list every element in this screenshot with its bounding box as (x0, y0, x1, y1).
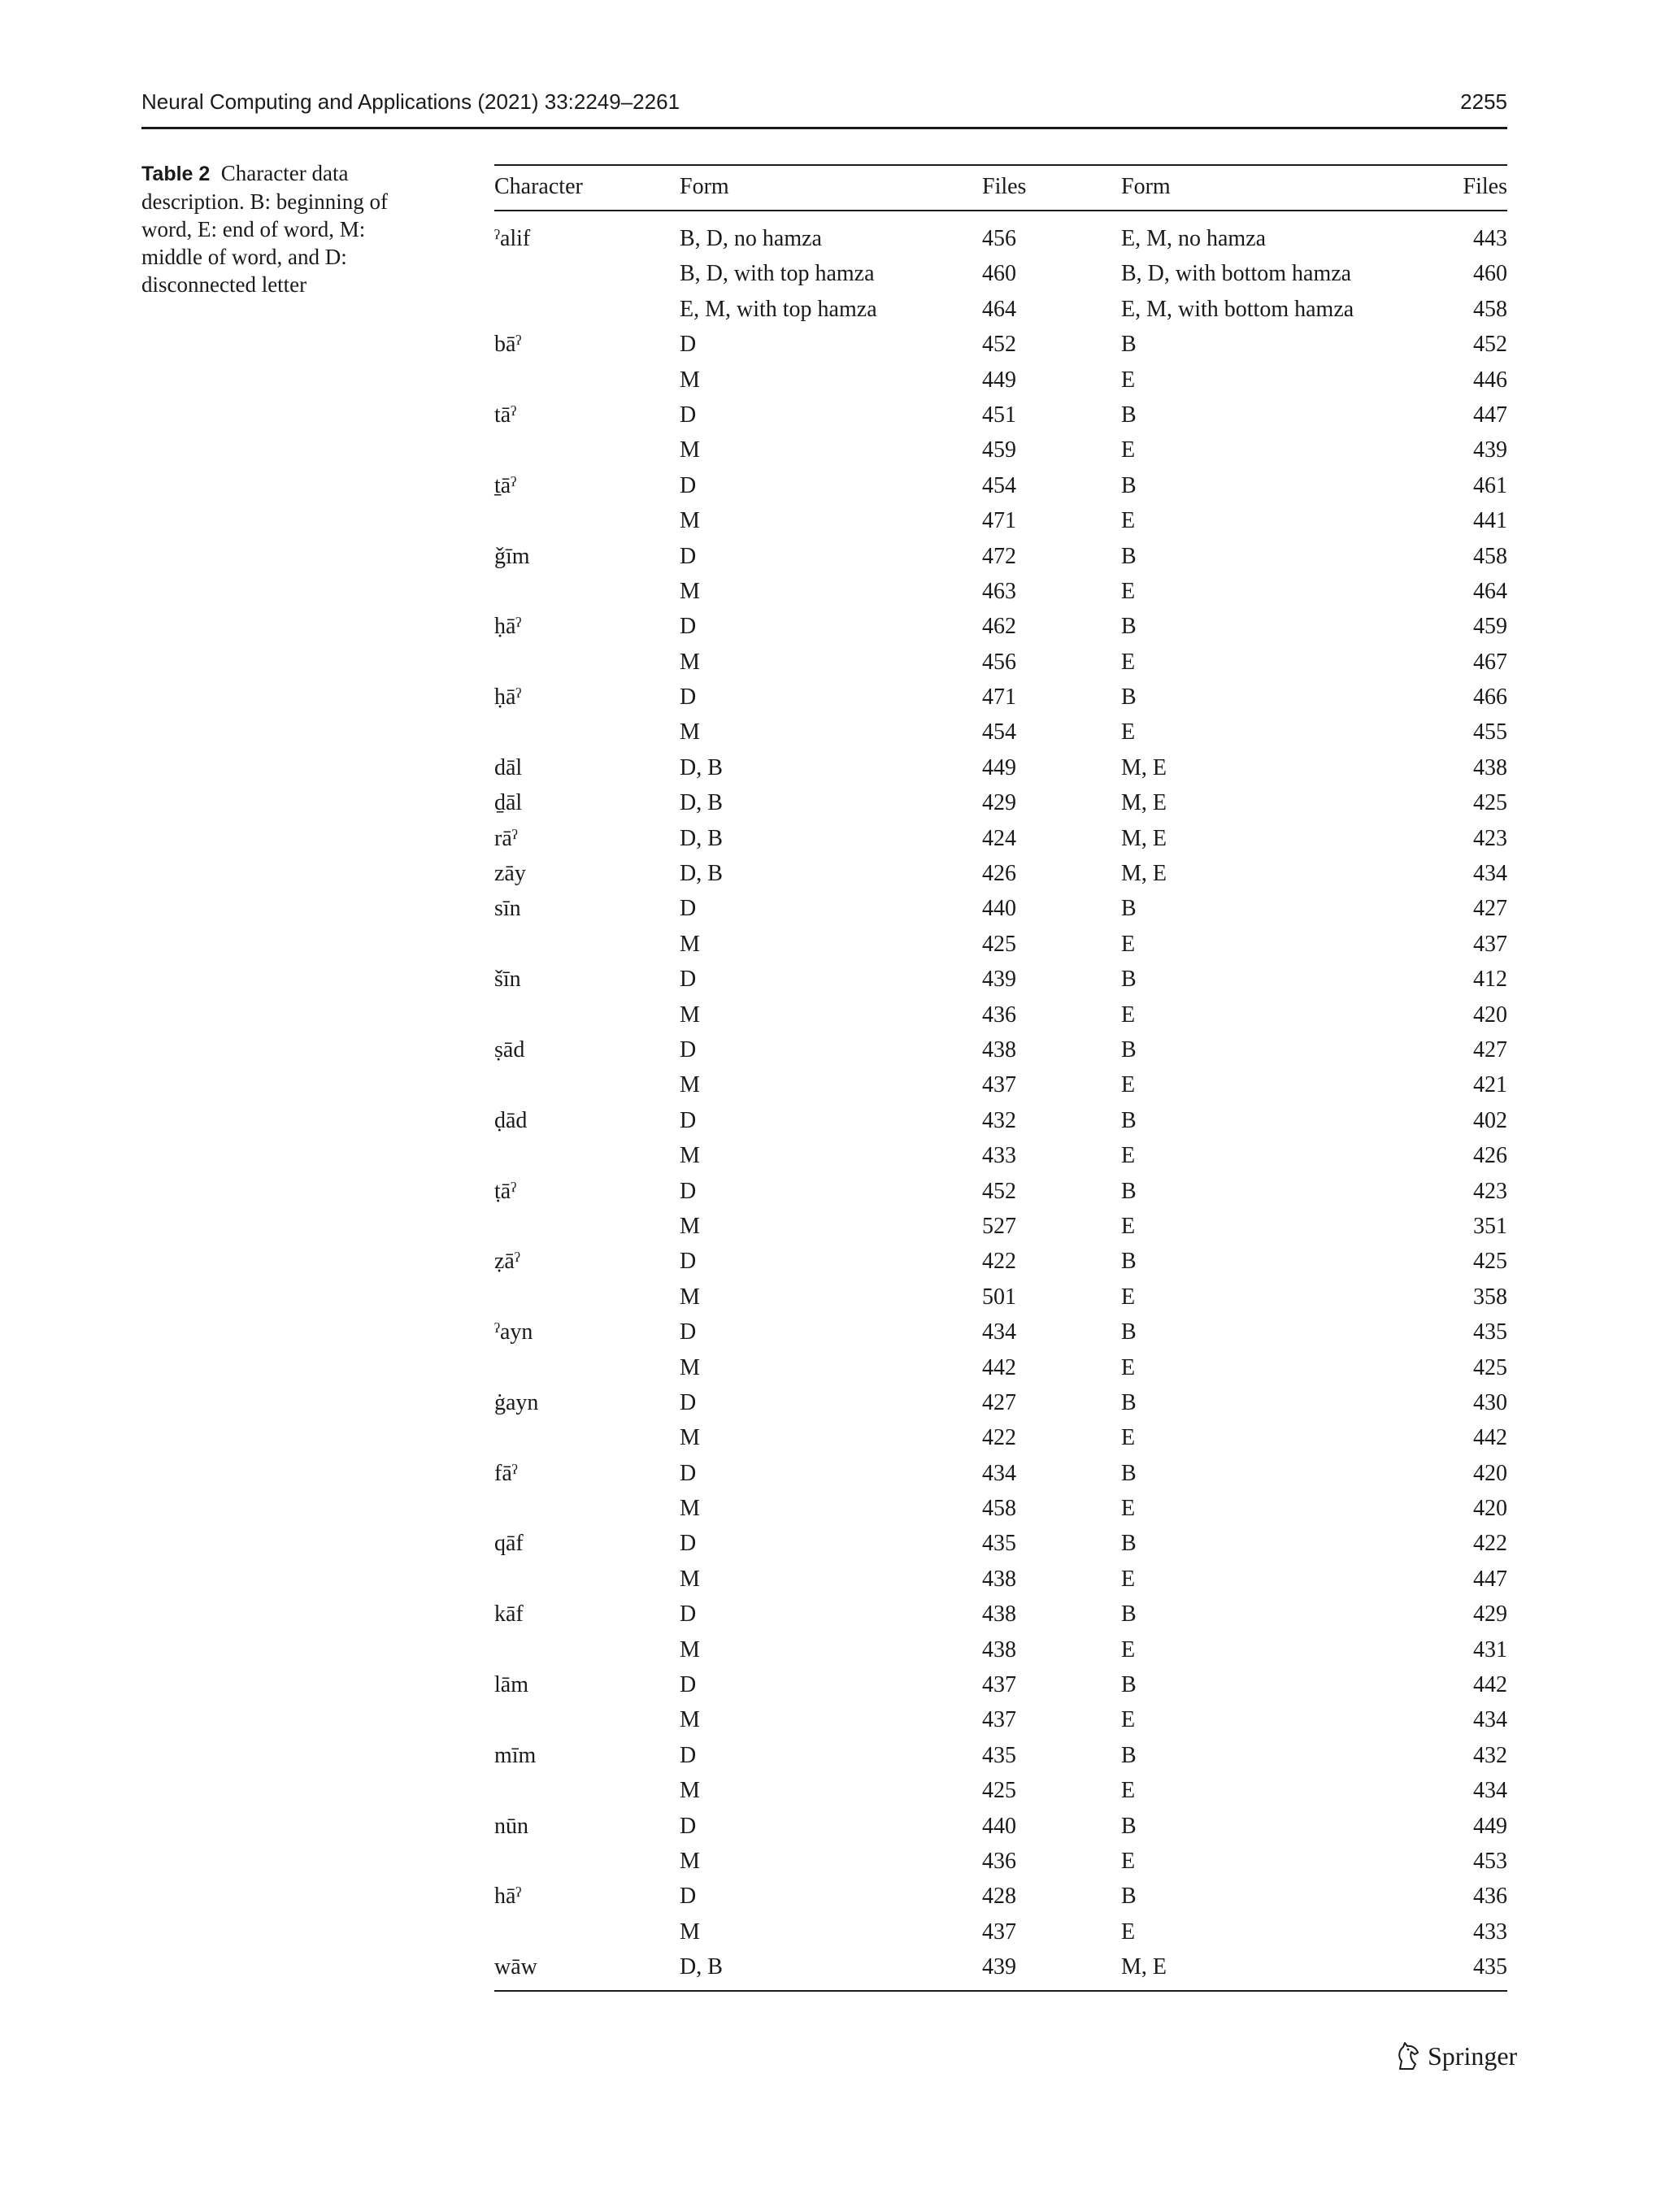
cell-character: zāy (494, 861, 526, 887)
cell-files: 454 (982, 472, 1016, 498)
cell-files: 501 (982, 1284, 1016, 1310)
cell-files: 464 (982, 296, 1016, 322)
cell-files: 439 (982, 967, 1016, 993)
table-row (494, 398, 1507, 432)
cell-files: 422 (982, 1249, 1016, 1275)
cell-files-2: 358 (1473, 1284, 1507, 1310)
cell-character: dāl (494, 754, 523, 780)
table-row (494, 1280, 1507, 1315)
table-row (494, 1597, 1507, 1632)
table-row (494, 962, 1507, 997)
table-row (494, 1103, 1507, 1138)
table-header (494, 166, 1507, 211)
cell-form: D, B (680, 790, 723, 816)
cell-form: D (680, 1601, 697, 1627)
table-row (494, 609, 1507, 644)
cell-form-2: E (1121, 1707, 1136, 1733)
cell-form: D (680, 967, 697, 993)
cell-form: M (680, 1848, 700, 1874)
cell-form-2: E (1121, 578, 1136, 604)
cell-character: ṭāˀ (494, 1178, 517, 1204)
cell-files: 428 (982, 1884, 1016, 1910)
cell-form: M (680, 1072, 700, 1098)
cell-form: M (680, 1143, 700, 1169)
table-row (494, 1138, 1507, 1173)
cell-form-2: E, M, with bottom hamza (1121, 296, 1354, 322)
cell-files-2: 467 (1473, 649, 1507, 675)
cell-character: bāˀ (494, 332, 522, 358)
cell-files: 442 (982, 1354, 1016, 1380)
cell-files-2: 420 (1473, 1002, 1507, 1028)
cell-files-2: 351 (1473, 1213, 1507, 1239)
cell-files: 439 (982, 1954, 1016, 1980)
table-row (494, 1562, 1507, 1597)
cell-form-2: B (1121, 1319, 1137, 1345)
cell-form-2: E (1121, 367, 1136, 393)
cell-files-2: 432 (1473, 1742, 1507, 1768)
table-row (494, 1738, 1507, 1773)
cell-files: 422 (982, 1425, 1016, 1451)
cell-form: M (680, 931, 700, 957)
page-number: 2255 (1460, 89, 1507, 114)
cell-form-2: E (1121, 1848, 1136, 1874)
table-row (494, 1632, 1507, 1667)
cell-form-2: B, D, with bottom hamza (1121, 261, 1352, 287)
running-header (141, 88, 1507, 129)
cell-form: D (680, 543, 697, 569)
cell-files: 434 (982, 1319, 1016, 1345)
cell-character: ˀayn (494, 1319, 533, 1345)
cell-form-2: E (1121, 1284, 1136, 1310)
cell-form: D (680, 614, 697, 640)
cell-form-2: B (1121, 1178, 1137, 1204)
cell-form-2: E (1121, 719, 1136, 745)
cell-form: D, B (680, 1954, 723, 1980)
cell-files-2: 453 (1473, 1848, 1507, 1874)
cell-files: 438 (982, 1601, 1016, 1627)
cell-files-2: 439 (1473, 437, 1507, 463)
cell-form: D (680, 1813, 697, 1839)
cell-character: sīn (494, 896, 521, 922)
cell-files: 458 (982, 1496, 1016, 1522)
cell-files: 429 (982, 790, 1016, 816)
cell-form-2: E (1121, 1919, 1136, 1945)
cell-form-2: M, E (1121, 790, 1167, 816)
cell-files-2: 460 (1473, 261, 1507, 287)
cell-form: D (680, 1884, 697, 1910)
table-row (494, 785, 1507, 820)
cell-form: D, B (680, 754, 723, 780)
cell-character: ḥāˀ (494, 684, 522, 711)
cell-form: D (680, 1389, 697, 1415)
cell-files-2: 420 (1473, 1496, 1507, 1522)
cell-form-2: E (1121, 1143, 1136, 1169)
cell-form-2: E (1121, 1496, 1136, 1522)
cell-form-2: E (1121, 1566, 1136, 1592)
table-row (494, 1949, 1507, 1984)
cell-form: E, M, with top hamza (680, 296, 877, 322)
cell-form: M (680, 649, 700, 675)
table-row (494, 715, 1507, 750)
cell-form-2: E (1121, 931, 1136, 957)
cell-files-2: 420 (1473, 1460, 1507, 1486)
cell-files-2: 431 (1473, 1636, 1507, 1662)
cell-form: D (680, 472, 697, 498)
cell-form-2: B (1121, 1531, 1137, 1557)
cell-files: 436 (982, 1002, 1016, 1028)
cell-files-2: 436 (1473, 1884, 1507, 1910)
cell-files: 426 (982, 861, 1016, 887)
header-character: Character (494, 174, 583, 199)
cell-form-2: E (1121, 1072, 1136, 1098)
cell-form-2: B (1121, 1813, 1137, 1839)
cell-files-2: 434 (1473, 1707, 1507, 1733)
cell-form-2: B (1121, 1107, 1137, 1133)
table-row (494, 468, 1507, 503)
cell-character: šīn (494, 967, 521, 993)
cell-files-2: 438 (1473, 754, 1507, 780)
cell-files-2: 427 (1473, 896, 1507, 922)
cell-files: 425 (982, 931, 1016, 957)
character-table (494, 164, 1507, 1992)
cell-form-2: B (1121, 614, 1137, 640)
table-row (494, 1456, 1507, 1491)
cell-files-2: 449 (1473, 1813, 1507, 1839)
table-caption (141, 159, 426, 298)
table-row (494, 750, 1507, 785)
table-row (494, 997, 1507, 1032)
cell-files: 459 (982, 437, 1016, 463)
cell-form: M (680, 1496, 700, 1522)
cell-character: ḏāl (494, 790, 523, 816)
cell-form-2: E (1121, 1778, 1136, 1804)
cell-files: 449 (982, 367, 1016, 393)
publisher-logo (1393, 2036, 1517, 2076)
cell-files: 438 (982, 1036, 1016, 1063)
cell-form-2: B (1121, 332, 1137, 358)
cell-files: 424 (982, 825, 1016, 851)
cell-files-2: 446 (1473, 367, 1507, 393)
caption-text: Character data description. B: beginning of word, E: end of word, M: middle of word, and D: disconnected letter (141, 161, 388, 297)
cell-files-2: 421 (1473, 1072, 1507, 1098)
table-row (494, 927, 1507, 962)
cell-form: D (680, 1036, 697, 1063)
cell-form: D (680, 1672, 697, 1698)
table-row (494, 891, 1507, 926)
table-row (494, 292, 1507, 327)
cell-form: M (680, 367, 700, 393)
cell-files: 462 (982, 614, 1016, 640)
table-row (494, 1032, 1507, 1067)
table-row (494, 432, 1507, 467)
cell-files: 452 (982, 332, 1016, 358)
cell-files-2: 447 (1473, 1566, 1507, 1592)
table-row (494, 1385, 1507, 1420)
cell-form: D (680, 1460, 697, 1486)
cell-form-2: E (1121, 1354, 1136, 1380)
table-row (494, 1773, 1507, 1808)
table-row (494, 1491, 1507, 1526)
cell-character: ġayn (494, 1389, 539, 1415)
cell-character: lām (494, 1672, 528, 1698)
cell-files: 437 (982, 1072, 1016, 1098)
cell-form: M (680, 1354, 700, 1380)
header-form-2: Form (1121, 174, 1171, 199)
cell-files: 440 (982, 1813, 1016, 1839)
table-row (494, 1914, 1507, 1949)
cell-files-2: 425 (1473, 1354, 1507, 1380)
cell-form-2: E, M, no hamza (1121, 226, 1267, 251)
cell-files: 456 (982, 649, 1016, 675)
cell-form-2: E (1121, 649, 1136, 675)
cell-form: M (680, 1425, 700, 1451)
table-row (494, 1844, 1507, 1879)
cell-form-2: E (1121, 1636, 1136, 1662)
cell-files: 460 (982, 261, 1016, 287)
cell-files-2: 423 (1473, 825, 1507, 851)
table-row (494, 539, 1507, 574)
cell-form-2: B (1121, 1601, 1137, 1627)
cell-files-2: 458 (1473, 296, 1507, 322)
table-row (494, 221, 1507, 256)
cell-files: 434 (982, 1460, 1016, 1486)
table-row (494, 1067, 1507, 1102)
cell-files-2: 452 (1473, 332, 1507, 358)
cell-files-2: 435 (1473, 1954, 1507, 1980)
cell-files: 435 (982, 1742, 1016, 1768)
cell-files: 427 (982, 1389, 1016, 1415)
cell-files-2: 447 (1473, 402, 1507, 428)
journal-citation: Neural Computing and Applications (2021) 33:2249–2261 (141, 89, 680, 114)
cell-form-2: B (1121, 967, 1137, 993)
cell-form: M (680, 1002, 700, 1028)
cell-form-2: B (1121, 472, 1137, 498)
cell-files: 438 (982, 1566, 1016, 1592)
cell-form: D (680, 332, 697, 358)
cell-files-2: 442 (1473, 1425, 1507, 1451)
cell-files-2: 459 (1473, 614, 1507, 640)
table-row (494, 821, 1507, 856)
cell-files: 472 (982, 543, 1016, 569)
cell-files-2: 455 (1473, 719, 1507, 745)
cell-character: hāˀ (494, 1884, 522, 1910)
cell-form-2: E (1121, 1425, 1136, 1451)
springer-horse-icon (1393, 2040, 1423, 2072)
cell-character: ṣād (494, 1036, 525, 1063)
cell-files-2: 437 (1473, 931, 1507, 957)
cell-character: fāˀ (494, 1460, 518, 1486)
cell-files-2: 461 (1473, 472, 1507, 498)
cell-form: M (680, 578, 700, 604)
table-row (494, 1526, 1507, 1561)
cell-form: D, B (680, 861, 723, 887)
table-row (494, 1702, 1507, 1737)
cell-files-2: 430 (1473, 1389, 1507, 1415)
cell-form-2: M, E (1121, 825, 1167, 851)
table-row (494, 856, 1507, 891)
cell-files-2: 443 (1473, 226, 1507, 251)
cell-form-2: B (1121, 1249, 1137, 1275)
cell-form: D (680, 1319, 697, 1345)
cell-form-2: B (1121, 1036, 1137, 1063)
cell-files-2: 423 (1473, 1178, 1507, 1204)
table-row (494, 645, 1507, 680)
cell-form: D (680, 402, 697, 428)
cell-form-2: B (1121, 1884, 1137, 1910)
table-row (494, 327, 1507, 362)
cell-files-2: 412 (1473, 967, 1507, 993)
cell-form-2: M, E (1121, 754, 1167, 780)
table-row (494, 1209, 1507, 1244)
table-row (494, 680, 1507, 715)
cell-files: 437 (982, 1672, 1016, 1698)
cell-files: 432 (982, 1107, 1016, 1133)
cell-character: mīm (494, 1742, 537, 1768)
cell-character: tāˀ (494, 402, 517, 428)
cell-form-2: B (1121, 1672, 1137, 1698)
cell-form: M (680, 1778, 700, 1804)
cell-files: 471 (982, 508, 1016, 534)
cell-files-2: 464 (1473, 578, 1507, 604)
cell-form-2: B (1121, 896, 1137, 922)
cell-form: D (680, 684, 697, 711)
cell-files-2: 433 (1473, 1919, 1507, 1945)
publisher-name: Springer (1428, 2040, 1518, 2071)
cell-form: M (680, 1707, 700, 1733)
cell-files-2: 458 (1473, 543, 1507, 569)
cell-files: 452 (982, 1178, 1016, 1204)
header-files-2: Files (1463, 174, 1507, 199)
table-body (494, 211, 1507, 1990)
cell-form: M (680, 508, 700, 534)
table-row (494, 1667, 1507, 1702)
cell-files: 438 (982, 1636, 1016, 1662)
cell-form: M (680, 1919, 700, 1945)
cell-form: M (680, 1284, 700, 1310)
cell-files: 449 (982, 754, 1016, 780)
cell-form: D (680, 1178, 697, 1204)
table-row (494, 1350, 1507, 1385)
cell-files-2: 435 (1473, 1319, 1507, 1345)
cell-files: 437 (982, 1919, 1016, 1945)
header-files: Files (982, 174, 1027, 199)
cell-form-2: B (1121, 1389, 1137, 1415)
cell-files-2: 466 (1473, 684, 1507, 711)
cell-form: D (680, 1531, 697, 1557)
cell-form: B, D, with top hamza (680, 261, 875, 287)
table-row (494, 1315, 1507, 1349)
cell-files: 440 (982, 896, 1016, 922)
cell-character: ǧīm (494, 543, 530, 569)
cell-files: 527 (982, 1213, 1016, 1239)
cell-form-2: B (1121, 543, 1137, 569)
cell-files: 435 (982, 1531, 1016, 1557)
cell-form-2: E (1121, 508, 1136, 534)
cell-files-2: 442 (1473, 1672, 1507, 1698)
cell-character: ḥāˀ (494, 614, 522, 640)
cell-files: 456 (982, 226, 1016, 251)
cell-form-2: B (1121, 1460, 1137, 1486)
cell-form: D (680, 1249, 697, 1275)
cell-form-2: B (1121, 1742, 1137, 1768)
table-row (494, 574, 1507, 609)
cell-form: B, D, no hamza (680, 226, 822, 251)
cell-character: ˀalif (494, 226, 531, 251)
cell-files: 425 (982, 1778, 1016, 1804)
table-row (494, 1174, 1507, 1209)
cell-files: 437 (982, 1707, 1016, 1733)
cell-files: 436 (982, 1848, 1016, 1874)
cell-form-2: E (1121, 437, 1136, 463)
cell-character: ḍād (494, 1107, 528, 1133)
cell-form-2: B (1121, 684, 1137, 711)
table-row (494, 1809, 1507, 1844)
cell-character: kāf (494, 1601, 524, 1627)
cell-character: ẓāˀ (494, 1249, 520, 1275)
table-row (494, 256, 1507, 291)
cell-files-2: 425 (1473, 790, 1507, 816)
table-row (494, 1420, 1507, 1455)
cell-character: nūn (494, 1813, 528, 1839)
cell-character: qāf (494, 1531, 524, 1557)
cell-form: M (680, 1636, 700, 1662)
cell-files: 433 (982, 1143, 1016, 1169)
cell-form: M (680, 437, 700, 463)
cell-form: M (680, 1566, 700, 1592)
cell-form-2: M, E (1121, 1954, 1167, 1980)
cell-form-2: E (1121, 1002, 1136, 1028)
cell-files-2: 422 (1473, 1531, 1507, 1557)
cell-form: D (680, 1107, 697, 1133)
table-row (494, 503, 1507, 538)
cell-character: rāˀ (494, 825, 518, 851)
cell-form-2: B (1121, 402, 1137, 428)
cell-files-2: 425 (1473, 1249, 1507, 1275)
cell-files: 471 (982, 684, 1016, 711)
cell-files-2: 434 (1473, 861, 1507, 887)
cell-files-2: 402 (1473, 1107, 1507, 1133)
cell-form: D (680, 896, 697, 922)
cell-form: M (680, 1213, 700, 1239)
cell-character: ṯāˀ (494, 472, 517, 498)
cell-form-2: E (1121, 1213, 1136, 1239)
cell-form: D (680, 1742, 697, 1768)
cell-files: 451 (982, 402, 1016, 428)
table-row (494, 1879, 1507, 1914)
cell-files-2: 434 (1473, 1778, 1507, 1804)
table-row (494, 1244, 1507, 1279)
cell-files-2: 441 (1473, 508, 1507, 534)
header-form: Form (680, 174, 729, 199)
cell-files: 454 (982, 719, 1016, 745)
cell-form: M (680, 719, 700, 745)
cell-files-2: 426 (1473, 1143, 1507, 1169)
table-row (494, 363, 1507, 398)
cell-files: 463 (982, 578, 1016, 604)
cell-form: D, B (680, 825, 723, 851)
cell-form-2: M, E (1121, 861, 1167, 887)
cell-character: wāw (494, 1954, 537, 1980)
cell-files-2: 427 (1473, 1036, 1507, 1063)
table-label: Table 2 (141, 163, 211, 185)
cell-files-2: 429 (1473, 1601, 1507, 1627)
